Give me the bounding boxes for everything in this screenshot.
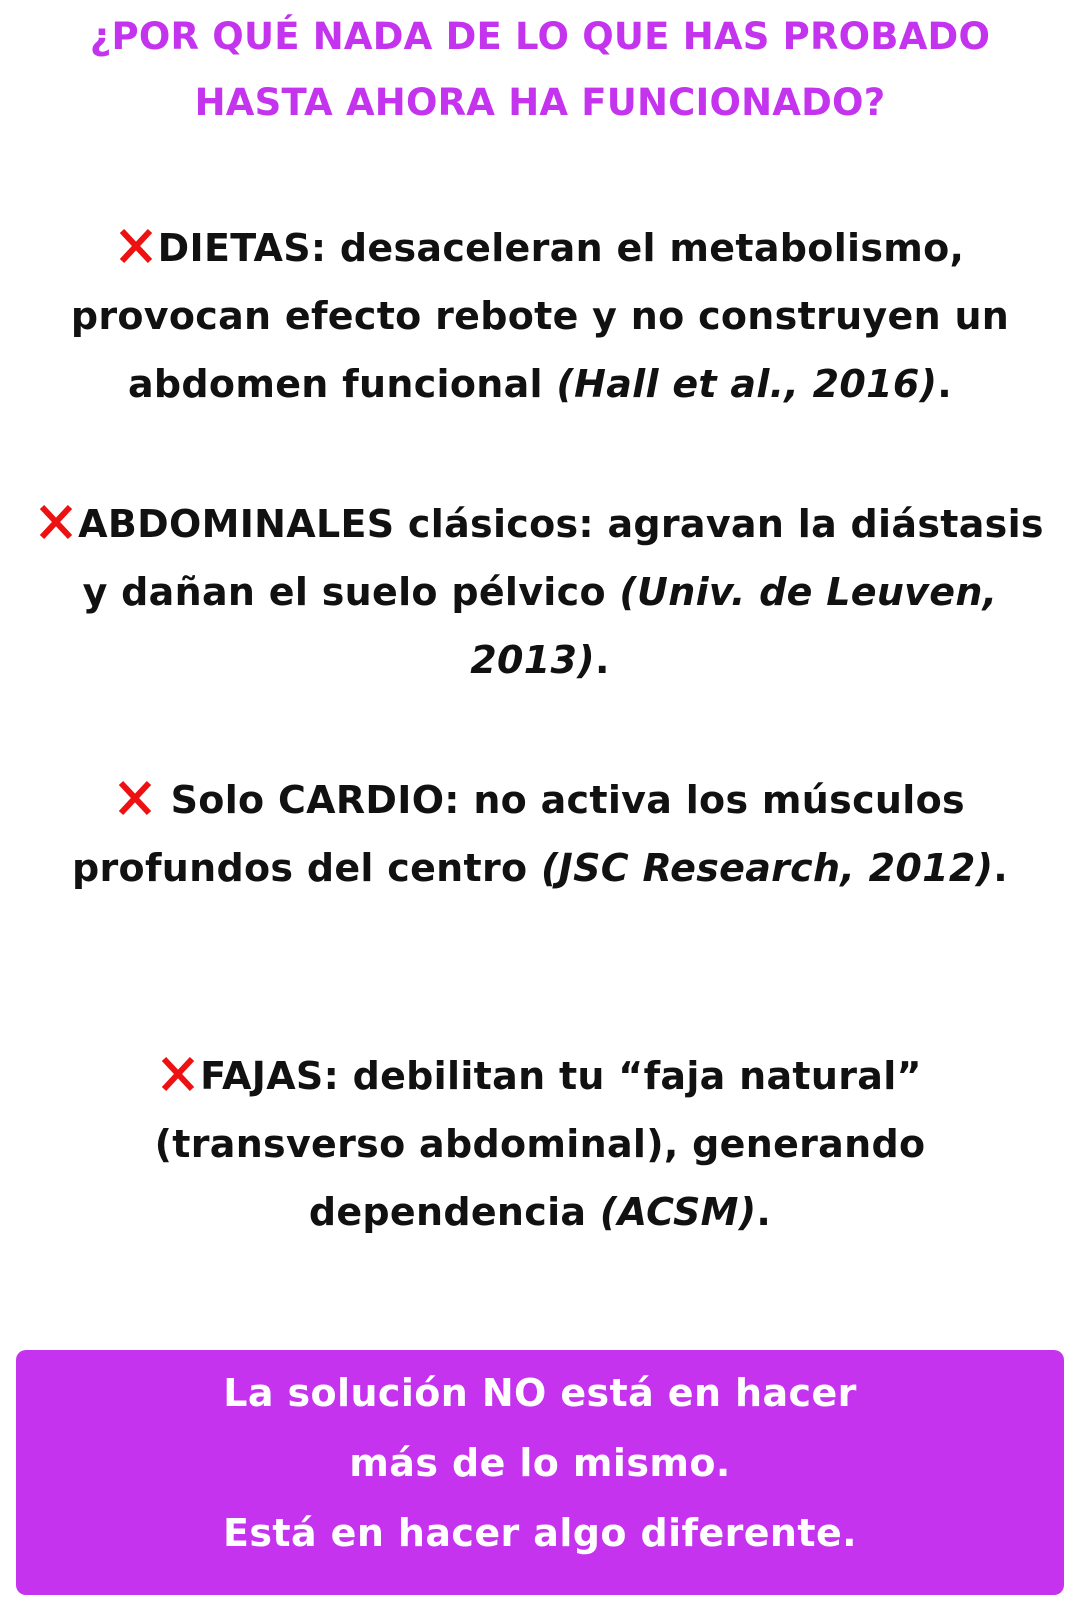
reason-item-fajas [30,1042,1050,1246]
reason-item-dietas [30,214,1050,418]
reason-end: . [594,638,610,682]
reason-item-abdominales [30,490,1050,694]
cross-mark-icon [158,1054,198,1094]
reason-item-cardio [30,766,1050,902]
reason-text: ABDOMINALES clásicos: agravan la diástasis y dañan el suelo pélvico [78,502,1044,614]
cross-mark-icon [116,226,156,266]
headline-line-1: ¿POR QUÉ NADA DE LO QUE HAS PROBADO [89,15,991,58]
callout-line-1: La solución NO está en hacer [223,1371,857,1415]
callout-line-3: Está en hacer algo diferente. [223,1511,857,1555]
reason-citation: (JSC Research, 2012) [540,846,994,890]
cross-mark-icon [115,778,155,818]
page-headline [0,4,1080,136]
solution-callout [16,1350,1064,1595]
reason-text: DIETAS: desaceleran el metabolismo, provocan efecto rebote y no construyen un abdomen funcional [70,226,1010,406]
cross-mark-icon [36,502,76,542]
reason-citation: (Univ. de Leuven, 2013) [470,570,998,682]
reason-end: . [756,1190,772,1234]
reason-text: Solo CARDIO: no activa los músculos profundos del centro [72,778,965,890]
headline-line-2: HASTA AHORA HA FUNCIONADO? [194,81,886,124]
reason-citation: (ACSM) [599,1190,757,1234]
callout-line-2: más de lo mismo. [349,1441,731,1485]
reason-text: FAJAS: debilitan tu “faja natural” (transverso abdominal), generando dependencia [154,1054,926,1234]
reason-end: . [993,846,1008,890]
reason-end: . [937,362,953,406]
reason-citation: (Hall et al., 2016) [556,362,938,406]
